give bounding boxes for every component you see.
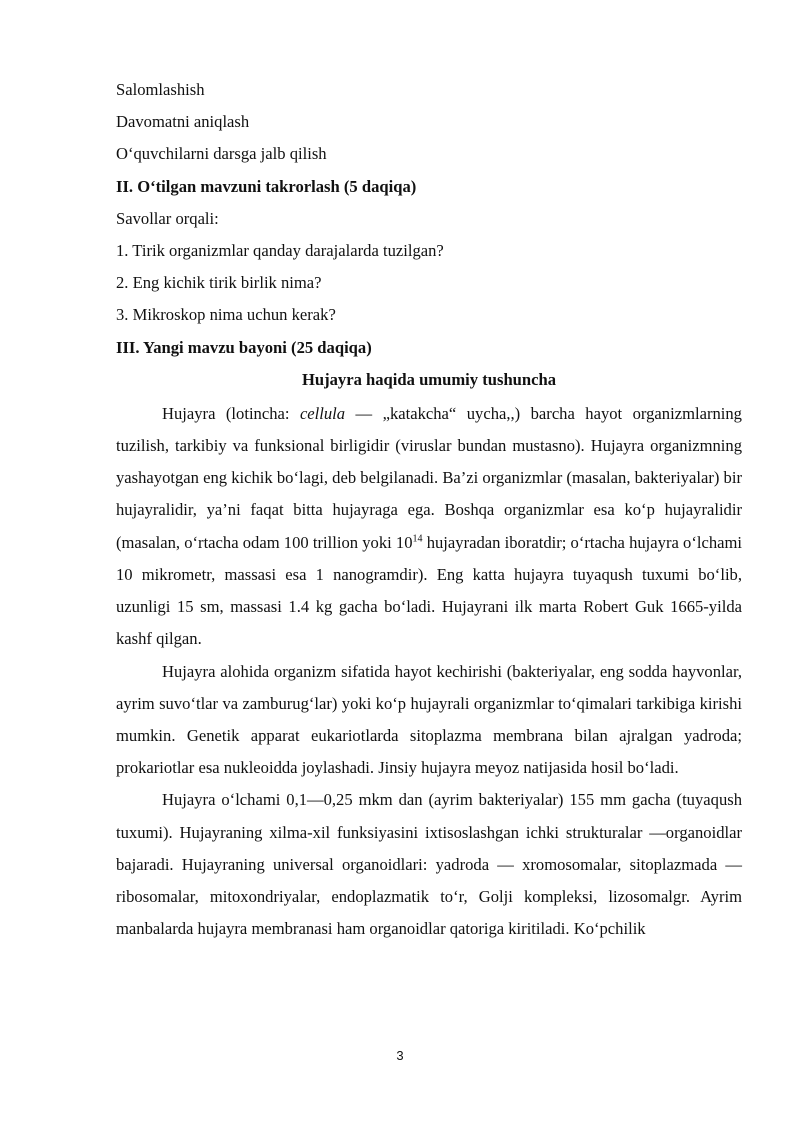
section3-subheading: Hujayra haqida umumiy tushuncha [301,369,557,389]
question-2: 2. Eng kichik tirik birlik nima? [116,273,322,293]
paragraph-2: Hujayra alohida organizm sifatida hayot kechirishi (bakteriyalar, eng sodda hayvonlar, ayrim suvo‘tlar va zamburug‘lar) yoki ko‘p hujayrali organizmlar to‘qimalari tarkibiga kirishi mumkin. Genetik apparat eukariotlarda sitoplazma membrana bilan ajralgan yadroda; prokariotlar esa nukleoidda joylashadi. Jinsiy hujayra meyoz natijasida hosil bo‘ladi. [116,661,742,778]
section2-lead: Savollar orqali: [116,208,219,228]
section3-heading: III. Yangi mavzu bayoni (25 daqiqa) [116,337,372,357]
question-1: 1. Tirik organizmlar qanday darajalarda tuzilgan? [116,240,444,260]
paragraph-1-part-b: — „katakcha“ uycha,,) barcha hayot organizmlarning tuzilish, tarkibiy va funksional birligidir (viruslar bundan mustasno). Hujayra organizmning yashayotgan eng kichik bo‘lagi, deb belgilanadi. Ba’zi organizmlar (masalan, bakteriyalar) bir hujayralidir, ya’ni faqat bitta hujayraga ega. Boshqa organizmlar esa ko‘p hujayralidir (masalan, o‘rtacha odam 100 trillion yoki 10 [116,403,742,552]
paragraph-1-part-c: hujayradan iboratdir; o‘rtacha hujayra o‘lchami 10 mikrometr, massasi esa 1 nanogramdir). Eng katta hujayra tuyaqush tuxumi bo‘lib, uzunligi 15 sm, massasi 1.4 kg gacha bo‘ladi. Hujayrani ilk marta Robert Guk 1665-yilda kashf qilgan. [116,532,743,649]
paragraph-1-italic: cellula [299,403,346,423]
intro-line-greeting: Salomlashish [116,80,205,99]
question-3: 3. Mikroskop nima uchun kerak? [116,305,336,325]
paragraph-3: Hujayra o‘lchami 0,1—0,25 mkm dan (ayrim bakteriyalar) 155 mm gacha (tuyaqush tuxumi). Hujayraning xilma-xil funksiyasini ixtisoslashgan ichki strukturalar —organoidlar bajaradi. Hujayraning universal organoidlari: yadroda — xromosomalar, sitoplazmada — ribosomalar, mitoxondriyalar, endoplazmatik to‘r, Golji kompleksi, lizosomalgr. Ayrim manbalarda hujayra membranasi ham organoidlar qatoriga kiritiladi. Ko‘pchilik [116,790,742,939]
paragraph-1-part-a: Hujayra (lotincha: [162,403,300,423]
page-content [116,76,742,945]
page-number: 3 [396,1048,404,1063]
intro-line-attendance: Davomatni aniqlash [116,112,250,132]
section2-heading: II. O‘tilgan mavzuni takrorlash (5 daqiqa) [116,176,417,196]
paragraph-1-superscript: 14 [412,533,423,545]
paragraph-1 [116,398,742,656]
intro-line-engage: O‘quvchilarni darsga jalb qilish [116,144,327,164]
